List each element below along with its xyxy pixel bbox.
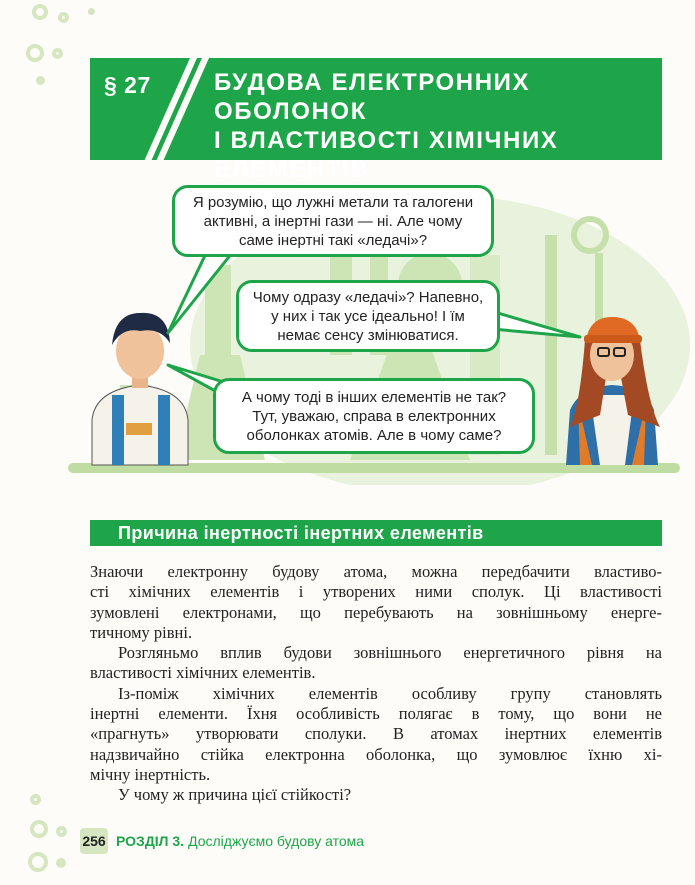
speech-bubble-boy-1: Я розумію, що лужні метали та галогени активні, а інертні гази — ні. Але чому саме інертні такі «ледачі»?: [172, 185, 494, 257]
footer-section-title: Досліджуємо будову атома: [188, 833, 365, 849]
decor-circle: [88, 8, 95, 15]
footer-section: РОЗДІЛ 3.: [116, 833, 185, 849]
decor-circle: [30, 794, 41, 805]
speech-bubble-boy-2: А чому тоді в інших елементів не так? Тут, уважаю, справа в електронних оболонках атомів. Але в чому саме?: [213, 378, 535, 454]
paragraph-number: § 27: [104, 72, 151, 98]
paragraph-header: [90, 58, 662, 183]
paragraph-title: БУДОВА ЕЛЕКТРОННИХ ОБОЛОНОК І ВЛАСТИВОСТІ ХІМІЧНИХ ЕЛЕМЕНТІВ: [214, 69, 559, 183]
boy-character: [92, 313, 188, 465]
paragraph: Із-поміж хімічних елементів особливу групу становлять інертні елементи. Їхня особливість полягає в тому, що вони не «прагнуть» утворювати сполуки. В атомах інертних елементів надзвичайно стійка електронна оболонка, що зумовлює їхню хі- мічну інертність.: [90, 683, 662, 784]
paragraph: Розгляньмо вплив будови зовнішнього енергетичного рівня на властивості хімічних елементів.: [90, 643, 662, 683]
page-footer: [80, 828, 364, 854]
speech-bubble-girl: Чому одразу «ледачі»? Напевно, у них і так усе ідеально! І їм немає сенсу змінюватися.: [236, 280, 500, 352]
section-heading: Причина інертності інертних елементів: [90, 520, 662, 546]
header-slash: [145, 58, 197, 160]
body-text: [90, 562, 662, 806]
decor-circle: [32, 4, 48, 20]
decor-circle: [56, 826, 67, 837]
lab-illustration: [0, 165, 695, 485]
decor-circle: [56, 858, 66, 868]
page-number: 256: [80, 828, 108, 854]
decor-circle: [58, 12, 69, 23]
decor-circle: [28, 852, 48, 872]
stand-icon: [545, 235, 557, 455]
decor-circle: [30, 820, 48, 838]
decor-circle: [26, 44, 44, 62]
paragraph: У чому ж причина цієї стійкості?: [118, 785, 352, 805]
decor-circle: [52, 48, 63, 59]
decor-circle: [36, 76, 45, 85]
paragraph: Знаючи електронну будову атома, можна передбачити властиво- сті хімічних елементів і утворених ними сполук. Ці властивості зумовлені електронами, що перебувають на зовнішньому енерге- тичному рівні.: [90, 562, 662, 642]
